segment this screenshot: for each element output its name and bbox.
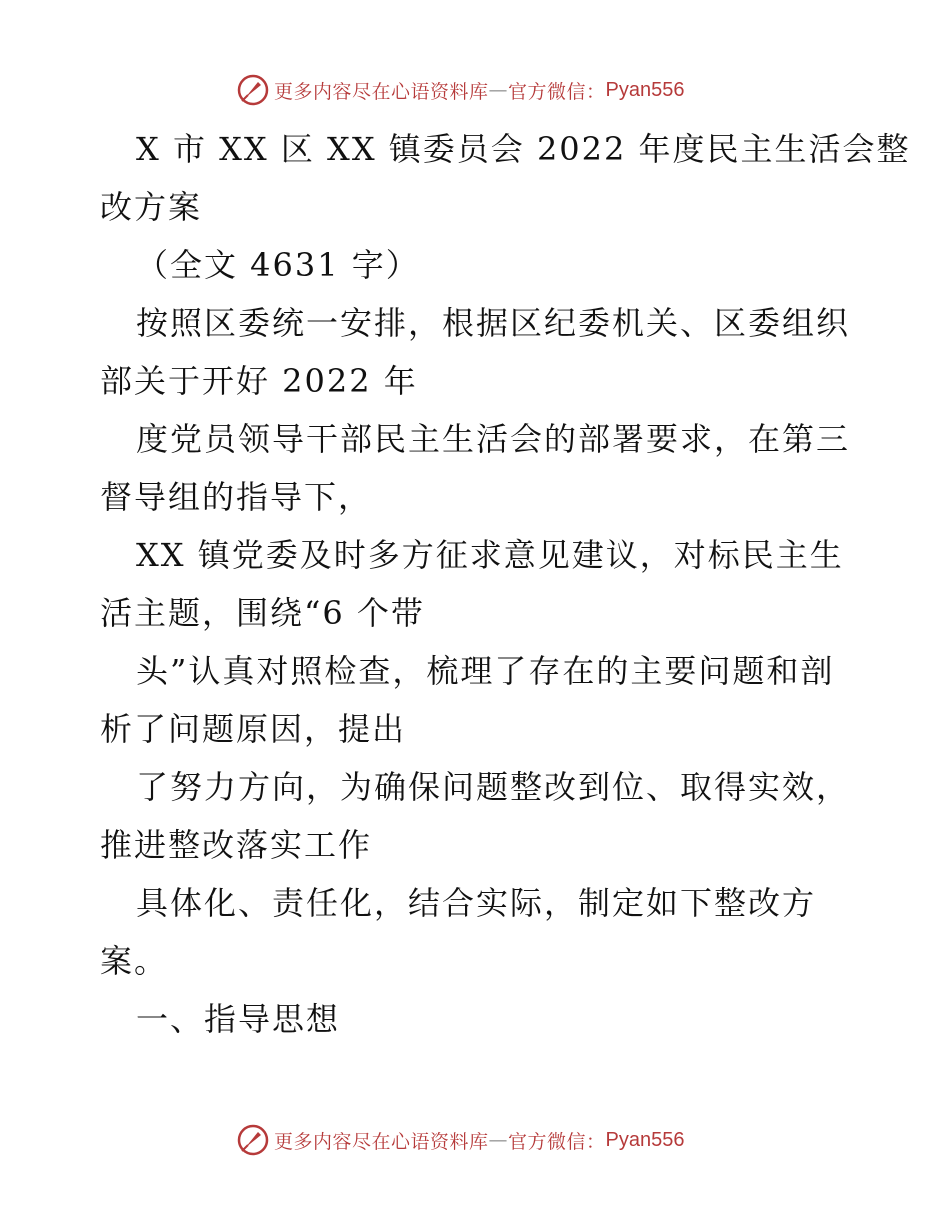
paragraph-line: 具体化、责任化，结合实际，制定如下整改方 (136, 884, 817, 922)
paragraph-line: 推进整改落实工作 (100, 826, 373, 864)
watermark-text: 更多内容尽在心语资料库 (274, 1130, 489, 1153)
watermark-label: 官方微信： (508, 80, 606, 103)
paragraph-line: 督导组的指导下， (100, 478, 373, 516)
feather-pen-logo-icon (236, 73, 270, 107)
document-title-line-1: X 市 XX 区 XX 镇委员会 2022 年度民主生活会整 (136, 130, 911, 168)
paragraph-line: XX 镇党委及时多方征求意见建议，对标民主生 (136, 536, 844, 574)
section-heading: 一、指导思想 (136, 1000, 341, 1038)
watermark-dash: — (488, 79, 509, 101)
watermark-footer (236, 1122, 685, 1158)
word-count-note: （全文 4631 字） (136, 246, 420, 284)
watermark-wechat-id: Pyan556 (605, 1128, 685, 1151)
document-body (100, 120, 911, 1048)
paragraph-line: 案。 (100, 942, 169, 980)
document-title-line-2: 改方案 (100, 188, 203, 226)
watermark-wechat-id: Pyan556 (605, 78, 685, 101)
paragraph-line: 部关于开好 2022 年 (100, 362, 418, 400)
paragraph-line: 析了问题原因，提出 (100, 710, 407, 748)
paragraph-line: 活主题，围绕“6 个带 (100, 594, 425, 632)
paragraph-line: 头”认真对照检查，梳理了存在的主要问题和剖 (136, 652, 835, 690)
watermark-label: 官方微信： (508, 1130, 606, 1153)
watermark-header (236, 72, 685, 108)
paragraph-line: 了努力方向，为确保问题整改到位、取得实效， (136, 768, 851, 806)
paragraph-line: 按照区委统一安排，根据区纪委机关、区委组织 (136, 304, 851, 342)
watermark-dash: — (488, 1129, 509, 1151)
watermark-text: 更多内容尽在心语资料库 (274, 80, 489, 103)
feather-pen-logo-icon (236, 1123, 270, 1157)
paragraph-line: 度党员领导干部民主生活会的部署要求，在第三 (136, 420, 851, 458)
